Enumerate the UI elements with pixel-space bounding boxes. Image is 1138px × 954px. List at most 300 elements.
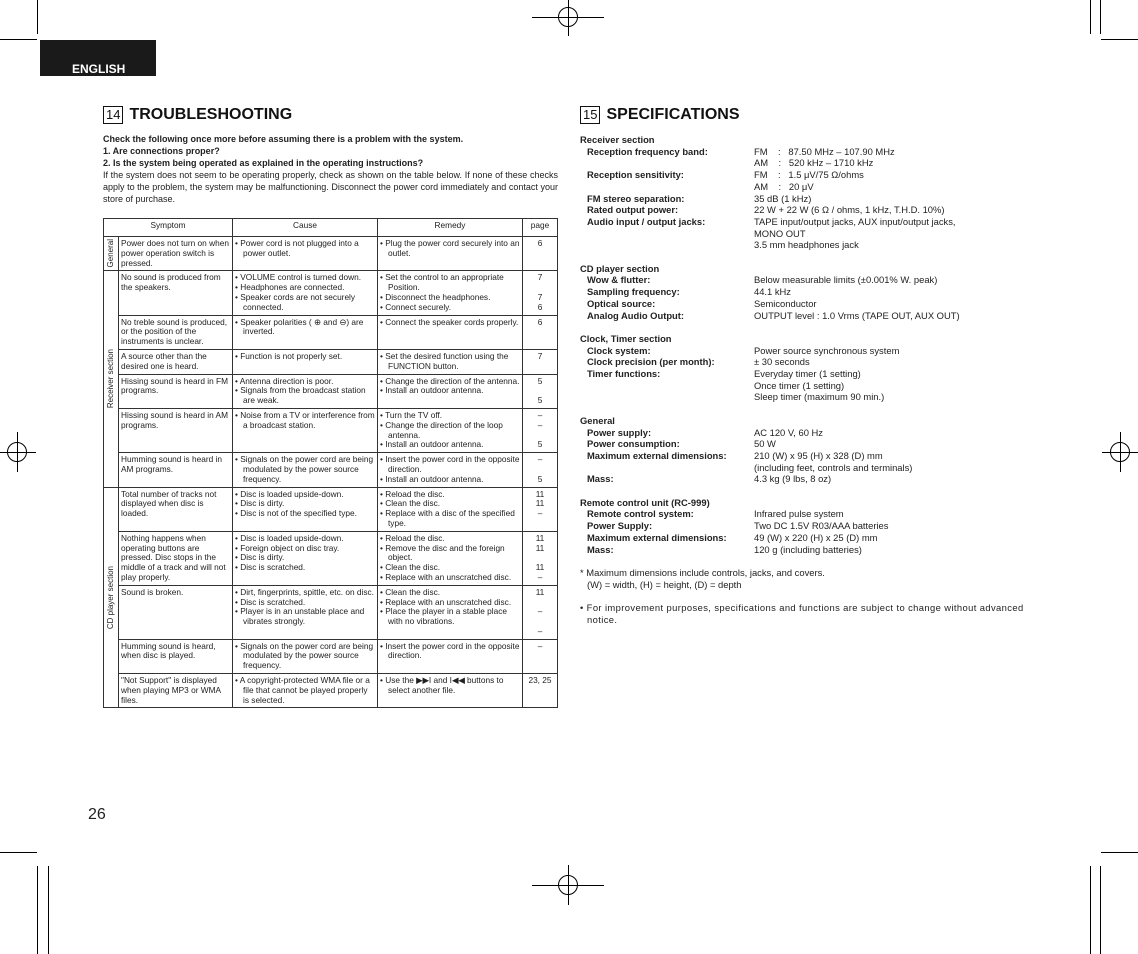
troubleshooting-heading: TROUBLESHOOTING <box>129 106 293 123</box>
spec-value <box>754 438 1050 450</box>
remedy-text: Insert the power cord in the opposite direction. <box>385 640 520 661</box>
remedy-item: • Insert the power cord in the opposite direction. <box>380 640 520 661</box>
spec-value-line: FM : 1.5 μV/75 Ω/ohms <box>754 169 864 181</box>
spec-value-line: (including feet, controls and terminals) <box>754 461 913 473</box>
page-ref: – <box>537 571 543 582</box>
symptom-cell: Nothing happens when operating buttons are pressed. Disc stops in the middle of a track and will not play properly. <box>119 531 233 585</box>
cause-text: VOLUME control is turned down. <box>240 272 362 283</box>
remedy-text: Replace with an unscratched disc. <box>385 571 512 582</box>
cause-text: Noise from a TV or interference from a broadcast station. <box>240 409 375 430</box>
page-ref: – <box>537 606 543 617</box>
remedy-item: • Clean the disc. <box>380 562 441 573</box>
spec-value <box>754 204 1050 216</box>
remedy-item: • Install an outdoor antenna. <box>380 473 484 484</box>
spacer <box>580 485 1050 497</box>
remedy-cell <box>378 271 523 315</box>
spec-value-line: AM : 520 kHz – 1710 kHz <box>754 157 874 169</box>
spec-label: Clock precision (per month): <box>587 356 715 368</box>
spec-value-line: MONO OUT <box>754 227 806 239</box>
spec-value <box>754 473 1050 485</box>
intro-check-line: Check the following once more before assuming there is a problem with the system. <box>103 134 464 144</box>
cause-text: Speaker polarities ( ⊕ and ⊖) are inverted. <box>240 316 364 337</box>
page-ref: 6 <box>537 301 543 312</box>
spacer <box>580 251 1050 263</box>
cause-item: • Disc is loaded upside-down. <box>235 488 344 499</box>
remedy-item: • Clean the disc. <box>380 498 441 509</box>
cause-text: Disc is scratched. <box>240 562 306 573</box>
symptom-cell: A source other than the desired one is heard. <box>119 349 233 374</box>
spec-row <box>580 298 1050 310</box>
spec-label: Power Supply: <box>587 520 653 532</box>
cause-text: Dirt, fingerprints, spittle, etc. on disc. <box>240 586 374 597</box>
page-ref: 6 <box>537 316 543 327</box>
spec-value <box>754 544 1050 556</box>
remedy-text: Disconnect the headphones. <box>385 291 491 302</box>
cause-item: • Signals from the broadcast station are weak. <box>235 385 366 406</box>
remedy-item: • Reload the disc. <box>380 488 445 499</box>
page-cell <box>523 453 558 487</box>
spec-section-heading: Clock, Timer section <box>580 332 672 344</box>
spec-row <box>580 274 1050 286</box>
remedy-text: Clean the disc. <box>385 498 441 509</box>
remedy-item: • Connect the speaker cords properly. <box>380 316 519 327</box>
page-ref: – <box>537 625 543 636</box>
cause-item: • Disc is dirty. <box>235 498 285 509</box>
symptom-cell: Power does not turn on when power operation switch is pressed. <box>119 237 233 271</box>
remedy-text: Set the control to an appropriate Position. <box>385 272 504 293</box>
spec-label: Mass: <box>587 473 614 485</box>
cause-item: • Signals on the power cord are being modulated by the power source frequency. <box>235 454 374 484</box>
remedy-cell <box>378 453 523 487</box>
intro-question-1: 1. Are connections proper? <box>103 145 220 156</box>
spec-label: Maximum external dimensions: <box>587 449 727 461</box>
spec-label: Clock system: <box>587 344 651 356</box>
spec-value-line: Two DC 1.5V R03/AAA batteries <box>754 520 889 532</box>
table-row <box>104 271 558 315</box>
symptom-cell: Hissing sound is heard in AM programs. <box>119 408 233 452</box>
spec-label: Optical source: <box>587 297 656 309</box>
remedy-cell <box>378 639 523 673</box>
cause-item: • Foreign object on disc tray. <box>235 542 340 553</box>
remedy-text: Turn the TV off. <box>385 409 443 420</box>
table-row <box>104 674 558 708</box>
page-ref: 6 <box>537 238 543 248</box>
spec-value-line: 3.5 mm headphones jack <box>754 239 859 251</box>
spec-value-line: 35 dB (1 kHz) <box>754 192 812 204</box>
spec-section-heading: General <box>580 414 615 426</box>
remedy-text: Connect the speaker cords properly. <box>385 316 519 327</box>
remedy-item: • Install an outdoor antenna. <box>380 385 484 396</box>
page-ref: 7 <box>537 272 543 283</box>
spec-row <box>580 438 1050 450</box>
spec-value <box>754 532 1050 544</box>
remedy-text: Insert the power cord in the opposite direction. <box>385 454 520 474</box>
cause-text: Player is in an unstable place and vibrates strongly. <box>240 606 365 627</box>
language-tab <box>40 40 156 76</box>
spec-label: Analog Audio Output: <box>587 309 685 321</box>
header-remedy: Remedy <box>378 219 523 237</box>
cause-text: Foreign object on disc tray. <box>240 542 340 553</box>
cause-item: • Disc is not of the specified type. <box>235 508 357 519</box>
cause-cell <box>233 639 378 673</box>
remedy-text: Install an outdoor antenna. <box>385 473 484 484</box>
cause-cell <box>233 531 378 585</box>
table-row <box>104 374 558 408</box>
spec-label: Mass: <box>587 543 614 555</box>
spec-row <box>580 508 1050 520</box>
remedy-text: Change the direction of the antenna. <box>385 375 520 386</box>
spec-value <box>754 274 1050 286</box>
spec-label: Power supply: <box>587 426 652 438</box>
table-row <box>104 349 558 374</box>
cause-item: • Antenna direction is poor. <box>235 375 334 386</box>
spec-value-line: 44.1 kHz <box>754 286 791 298</box>
spacer <box>580 403 1050 415</box>
cause-text: Power cord is not plugged into a power outlet. <box>240 238 359 258</box>
remedy-text: Change the direction of the loop antenna. <box>385 419 503 440</box>
cause-item: • A copyright-protected WMA file or a file that cannot be played properly is selected. <box>235 675 370 705</box>
spec-row <box>580 520 1050 532</box>
remedy-cell <box>378 349 523 374</box>
table-row <box>104 531 558 585</box>
remedy-item: • Disconnect the headphones. <box>380 291 491 302</box>
page-ref: – <box>537 419 543 430</box>
spec-value <box>754 193 1050 205</box>
page-ref: 5 <box>537 395 543 406</box>
page-cell <box>523 487 558 531</box>
remedy-cell <box>378 674 523 708</box>
spec-value <box>754 146 1050 169</box>
cause-item: • Power cord is not plugged into a power outlet. <box>235 238 359 258</box>
specifications-number: 15 <box>580 106 600 124</box>
page-ref: 5 <box>537 473 543 484</box>
spec-value-line: AM : 20 μV <box>754 180 814 192</box>
cause-item: • Speaker cords are not securely connected. <box>235 291 356 312</box>
spec-row <box>580 368 1050 403</box>
spec-row <box>580 356 1050 368</box>
cause-cell <box>233 585 378 639</box>
group-label-cell <box>104 237 119 271</box>
spec-value <box>754 286 1050 298</box>
cause-text: Headphones are connected. <box>240 282 345 293</box>
spacer <box>580 590 1050 602</box>
remedy-text: Reload the disc. <box>385 532 445 543</box>
spec-row <box>580 216 1050 251</box>
page-ref: 11 <box>535 488 545 499</box>
intro-question-2: 2. Is the system being operated as explained in the operating instructions? <box>103 157 424 168</box>
symptom-cell: "Not Support" is displayed when playing MP3 or WMA files. <box>119 674 233 708</box>
specifications-list <box>580 134 1050 625</box>
cause-item: • Disc is loaded upside-down. <box>235 532 344 543</box>
cause-cell <box>233 674 378 708</box>
remedy-item: • Replace with an unscratched disc. <box>380 596 512 607</box>
troubleshooting-intro <box>103 134 558 206</box>
page-cell <box>523 639 558 673</box>
spec-row <box>580 204 1050 216</box>
header-cause: Cause <box>233 219 378 237</box>
cause-item: • Noise from a TV or interference from a broadcast station. <box>235 409 375 430</box>
page-ref: 5 <box>537 439 543 450</box>
page-ref: 7 <box>537 291 543 302</box>
group-label-cell <box>104 271 119 487</box>
remedy-item: • Install an outdoor antenna. <box>380 439 484 450</box>
footnote-line: (W) = width, (H) = height, (D) = depth <box>587 578 742 590</box>
page-ref: 11 <box>535 498 545 509</box>
spec-value-line: Below measurable limits (±0.001% W. peak) <box>754 274 938 286</box>
header-page: page <box>523 219 558 237</box>
intro-paragraph: If the system does not seem to be operating properly, check as shown on the table below. If none of these checks apply to the problem, the system may be malfunctioning. Disconnect the power cord immediately and contact your store of purchase. <box>103 170 558 204</box>
table-header-row <box>104 219 558 237</box>
remedy-text: Clean the disc. <box>385 562 441 573</box>
spec-value <box>754 508 1050 520</box>
spec-label: Audio input / output jacks: <box>587 215 706 227</box>
table-row <box>104 585 558 639</box>
remedy-cell <box>378 408 523 452</box>
spec-value-line: Semiconductor <box>754 297 817 309</box>
remedy-item: • Reload the disc. <box>380 532 445 543</box>
page-cell <box>523 271 558 315</box>
spec-value <box>754 216 1050 251</box>
spec-value <box>754 169 1050 192</box>
spec-value <box>754 345 1050 357</box>
troubleshooting-number: 14 <box>103 106 123 124</box>
cause-item: • Headphones are connected. <box>235 282 345 293</box>
page-ref: 7 <box>537 350 543 361</box>
remedy-cell <box>378 315 523 349</box>
remedy-text: Replace with an unscratched disc. <box>385 596 512 607</box>
spec-value-line: Sleep timer (maximum 90 min.) <box>754 391 885 403</box>
spec-row <box>580 193 1050 205</box>
cause-text: Disc is loaded upside-down. <box>240 488 344 499</box>
spec-section-heading: Receiver section <box>580 134 655 145</box>
remedy-text: Clean the disc. <box>385 586 441 597</box>
spacer <box>580 321 1050 333</box>
remedy-item: • Change the direction of the loop antenna. <box>380 419 503 440</box>
cause-item: • Speaker polarities ( ⊕ and ⊖) are inverted. <box>235 316 364 337</box>
spec-value-line: TAPE input/output jacks, AUX input/output jacks, <box>754 215 956 227</box>
spacer <box>580 555 1050 567</box>
cause-text: Antenna direction is poor. <box>239 375 334 386</box>
remedy-text: Use the ▶▶I and I◀◀ buttons to select another file. <box>385 675 504 695</box>
remedy-cell <box>378 531 523 585</box>
cause-text: Signals on the power cord are being modulated by the power source frequency. <box>240 640 374 671</box>
remedy-cell <box>378 237 523 271</box>
troubleshooting-table <box>103 218 558 708</box>
remedy-item: • Set the desired function using the FUNCTION button. <box>380 350 509 371</box>
page-ref: 5 <box>537 375 543 386</box>
remedy-item: • Place the player in a stable place with no vibrations. <box>380 606 507 627</box>
page-ref: – <box>537 409 543 420</box>
spec-label: Rated output power: <box>587 204 679 216</box>
spec-value-line: Infrared pulse system <box>754 508 844 520</box>
spec-label: Timer functions: <box>587 368 661 380</box>
remedy-text: Place the player in a stable place with no vibrations. <box>385 606 507 627</box>
cause-item: • Signals on the power cord are being modulated by the power source frequency. <box>235 640 374 671</box>
spec-notice: • For improvement purposes, specifications and functions are subject to change without advanced notice. <box>580 602 1024 625</box>
spec-value-line: 120 g (including batteries) <box>754 543 862 555</box>
page-ref: – <box>537 640 543 651</box>
symptom-cell: Total number of tracks not displayed when disc is loaded. <box>119 487 233 531</box>
footnote-line: * Maximum dimensions include controls, jacks, and covers. <box>580 566 825 578</box>
cause-cell <box>233 315 378 349</box>
remedy-cell <box>378 374 523 408</box>
spec-label: Power consumption: <box>587 438 680 450</box>
spec-section-heading: Remote control unit (RC-999) <box>580 496 710 508</box>
header-symptom: Symptom <box>104 219 233 237</box>
remedy-item: • Change the direction of the antenna. <box>380 375 520 386</box>
group-label-cell <box>104 487 119 708</box>
cause-text: Signals from the broadcast station are weak. <box>240 385 366 406</box>
spec-value <box>754 450 1050 473</box>
remedy-item: • Replace with an unscratched disc. <box>380 571 512 582</box>
spec-value-line: 4.3 kg (9 lbs, 8 oz) <box>754 473 832 485</box>
cause-item: • Player is in an unstable place and vibrates strongly. <box>235 606 365 627</box>
remedy-text: Set the desired function using the FUNCTION button. <box>385 350 509 371</box>
cause-text: Disc is dirty. <box>240 498 285 509</box>
table-row <box>104 408 558 452</box>
spec-label: Sampling frequency: <box>587 286 680 298</box>
spec-value-line: 49 (W) x 220 (H) x 25 (D) mm <box>754 531 878 543</box>
spec-row <box>580 450 1050 473</box>
spec-value-line: Once timer (1 setting) <box>754 379 845 391</box>
table-row <box>104 453 558 487</box>
spec-value-line: 210 (W) x 95 (H) x 328 (D) mm <box>754 449 883 461</box>
cause-item: • Function is not properly set. <box>235 350 343 361</box>
symptom-cell: No sound is produced from the speakers. <box>119 271 233 315</box>
page-cell <box>523 349 558 374</box>
cause-item: • Disc is scratched. <box>235 562 306 573</box>
spec-label: Maximum external dimensions: <box>587 531 727 543</box>
page-ref: 11 <box>535 542 545 553</box>
spec-footnote <box>580 567 1050 590</box>
group-label: Receiver section <box>106 349 116 409</box>
remedy-item: • Replace with a disc of the specified type. <box>380 508 515 528</box>
page-ref: – <box>537 508 543 519</box>
table-row <box>104 315 558 349</box>
cause-item: • Disc is dirty. <box>235 552 285 563</box>
spec-row <box>580 427 1050 439</box>
spec-value-line: ± 30 seconds <box>754 356 810 368</box>
remedy-item: • Connect securely. <box>380 301 452 312</box>
remedy-item: • Use the ▶▶I and I◀◀ buttons to select another file. <box>380 675 504 695</box>
spec-row <box>580 286 1050 298</box>
spec-label: Reception frequency band: <box>587 145 708 157</box>
spec-label: Reception sensitivity: <box>587 169 684 181</box>
spec-label: FM stereo separation: <box>587 192 685 204</box>
remedy-text: Install an outdoor antenna. <box>385 385 484 396</box>
page-number: 26 <box>88 806 106 823</box>
symptom-cell: Humming sound is heard, when disc is played. <box>119 639 233 673</box>
page-cell <box>523 408 558 452</box>
cause-cell <box>233 453 378 487</box>
spec-value-line: AC 120 V, 60 Hz <box>754 426 823 438</box>
group-label: General <box>106 239 116 268</box>
cause-text: Speaker cords are not securely connected. <box>240 291 356 312</box>
group-label: CD player section <box>106 565 116 630</box>
page-cell <box>523 531 558 585</box>
spec-row <box>580 146 1050 169</box>
cause-cell <box>233 487 378 531</box>
remedy-cell <box>378 585 523 639</box>
page-ref: 23, 25 <box>528 675 552 686</box>
language-tab-label: ENGLISH <box>72 62 126 76</box>
remedy-text: Connect securely. <box>385 301 452 312</box>
spec-row <box>580 310 1050 322</box>
spec-label: Wow & flutter: <box>587 274 651 286</box>
page-cell <box>523 315 558 349</box>
symptom-cell: No treble sound is produced, or the position of the instruments is unclear. <box>119 315 233 349</box>
symptom-cell: Hissing sound is heard in FM programs. <box>119 374 233 408</box>
specifications-heading: SPECIFICATIONS <box>606 106 740 123</box>
spec-value-line: FM : 87.50 MHz – 107.90 MHz <box>754 145 895 157</box>
remedy-item: • Plug the power cord securely into an outlet. <box>380 238 520 258</box>
cause-text: Disc is scratched. <box>240 596 306 607</box>
spec-label: Remote control system: <box>587 508 694 520</box>
spec-value-line: 22 W + 22 W (6 Ω / ohms, 1 kHz, T.H.D. 10%) <box>754 204 945 216</box>
specifications-title <box>580 106 740 124</box>
remedy-item: • Turn the TV off. <box>380 409 443 420</box>
cause-item: • Disc is scratched. <box>235 596 306 607</box>
page-cell <box>523 585 558 639</box>
remedy-cell <box>378 487 523 531</box>
spec-value <box>754 368 1050 403</box>
remedy-item: • Clean the disc. <box>380 586 441 597</box>
page-ref: 11 <box>535 562 545 573</box>
spec-row <box>580 473 1050 485</box>
spec-section-heading: CD player section <box>580 262 660 274</box>
spec-value-line: Power source synchronous system <box>754 344 900 356</box>
symptom-cell: Sound is broken. <box>119 585 233 639</box>
spec-row <box>580 544 1050 556</box>
page-cell <box>523 674 558 708</box>
remedy-text: Reload the disc. <box>385 488 445 499</box>
remedy-text: Install an outdoor antenna. <box>385 439 484 450</box>
spec-row <box>580 345 1050 357</box>
cause-text: Disc is not of the specified type. <box>240 508 357 519</box>
cause-item: • Dirt, fingerprints, spittle, etc. on disc. <box>235 586 374 597</box>
table-row <box>104 487 558 531</box>
remedy-text: Remove the disc and the foreign object. <box>385 542 505 563</box>
cause-cell <box>233 408 378 452</box>
remedy-item: • Insert the power cord in the opposite direction. <box>380 454 520 474</box>
cause-cell <box>233 374 378 408</box>
spec-value <box>754 356 1050 368</box>
cause-cell <box>233 271 378 315</box>
spec-value <box>754 310 1050 322</box>
spec-value-line: 50 W <box>754 438 776 450</box>
page-ref: 11 <box>535 532 545 543</box>
cause-text: Function is not properly set. <box>240 350 343 361</box>
troubleshooting-title <box>103 106 292 124</box>
spec-value <box>754 298 1050 310</box>
remedy-text: Replace with a disc of the specified type. <box>385 508 515 528</box>
cause-text: Disc is dirty. <box>240 552 285 563</box>
page-cell <box>523 237 558 271</box>
cause-text: A copyright-protected WMA file or a file that cannot be played properly is selected. <box>239 675 370 705</box>
remedy-item: • Remove the disc and the foreign object. <box>380 542 505 563</box>
cause-item: • VOLUME control is turned down. <box>235 272 362 283</box>
remedy-text: Plug the power cord securely into an outlet. <box>385 238 520 258</box>
spec-row <box>580 532 1050 544</box>
cause-text: Disc is loaded upside-down. <box>240 532 344 543</box>
page-cell <box>523 374 558 408</box>
spec-value <box>754 427 1050 439</box>
page-ref: 11 <box>535 586 545 597</box>
cause-text: Signals on the power cord are being modulated by the power source frequency. <box>240 454 374 484</box>
spec-value-line: OUTPUT level : 1.0 Vrms (TAPE OUT, AUX OUT) <box>754 309 960 321</box>
remedy-item: • Set the control to an appropriate Position. <box>380 272 504 293</box>
spec-value-line: Everyday timer (1 setting) <box>754 368 861 380</box>
